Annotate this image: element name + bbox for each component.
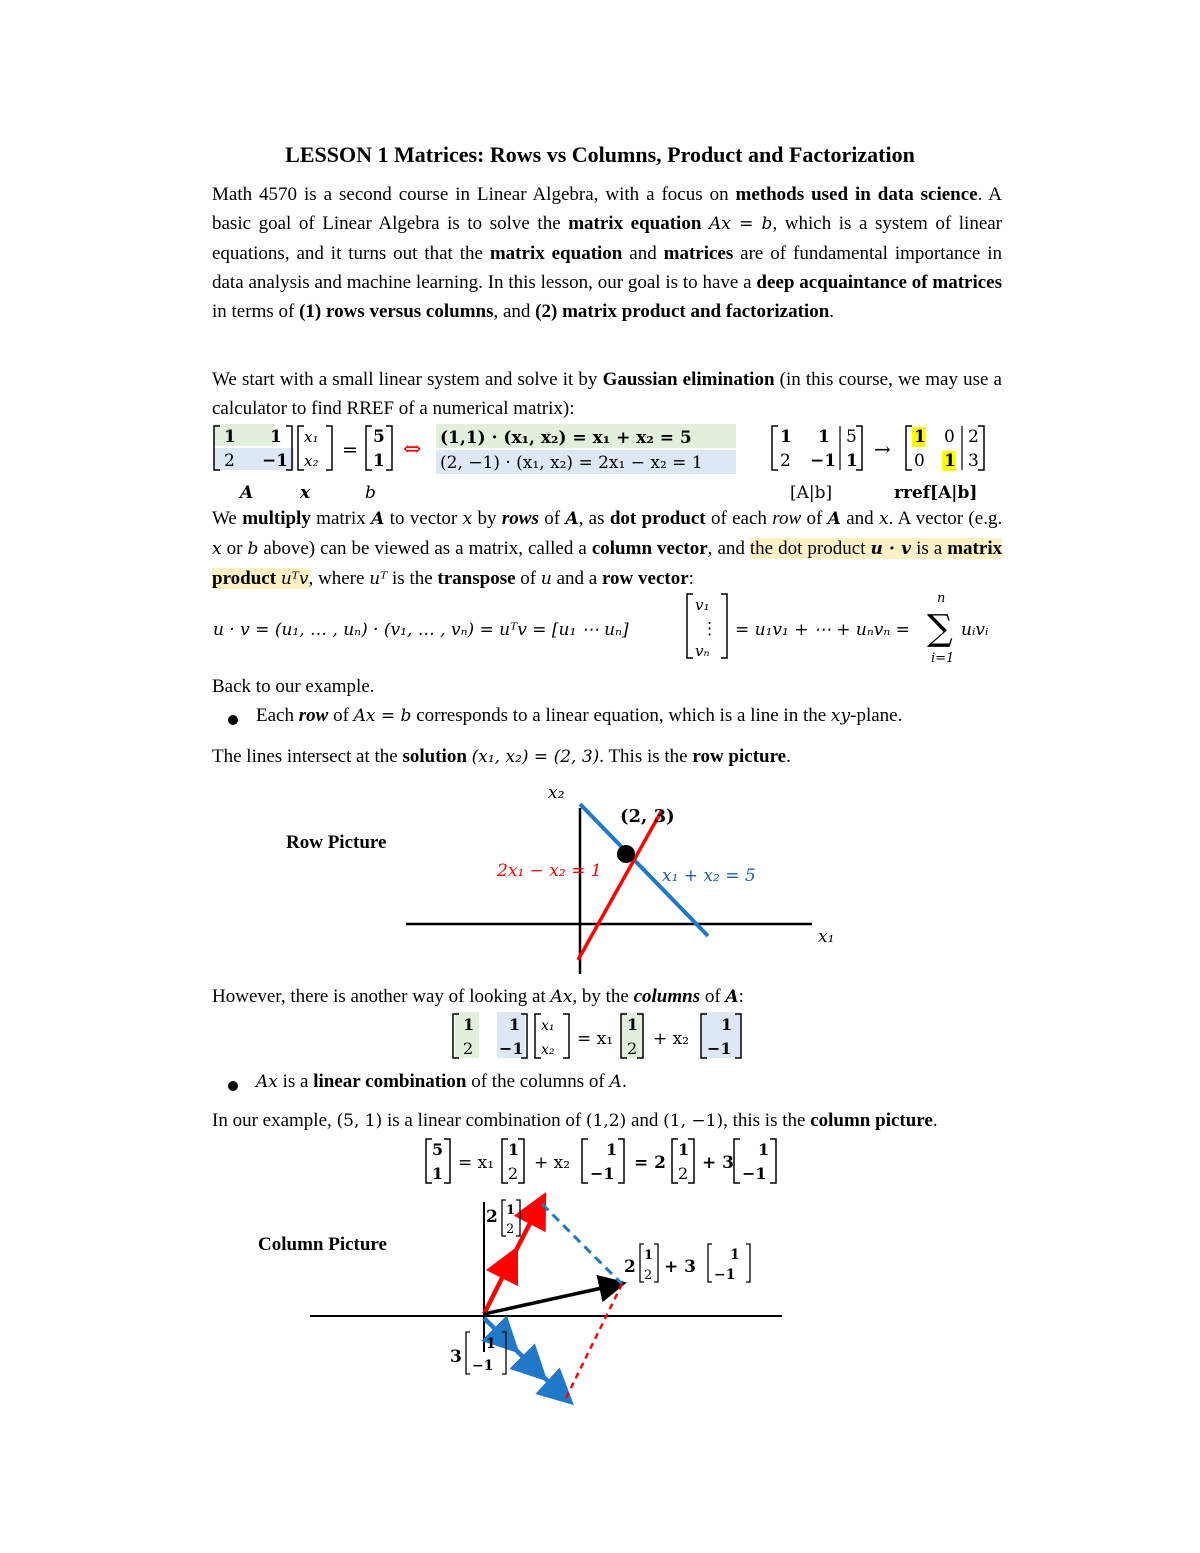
svg-text:2: 2 <box>678 1164 689 1183</box>
svg-text:uᵢvᵢ: uᵢvᵢ <box>961 620 989 640</box>
lesson-title: LESSON 1 Matrices: Rows vs Columns, Product and Factorization <box>285 142 915 167</box>
svg-text:1: 1 <box>818 427 830 447</box>
svg-text:1: 1 <box>506 1203 516 1218</box>
dot-product-paragraph: We multiply matrix A to vector x by rows of A, as dot product of each row of A and x. A vector (e.g. x or b above) can be viewed as a matrix, called a column vector, and the dot product u · v is a matrix product uᵀv, where uᵀ is the transpose of u and a row vector: <box>212 508 1003 589</box>
intersection-point <box>617 845 635 863</box>
svg-text:x₁: x₁ <box>304 428 319 446</box>
bullet-linear-combination: Ax is a linear combination of the columns of A. <box>256 1071 628 1092</box>
svg-text:1: 1 <box>373 451 385 471</box>
svg-text:2: 2 <box>627 1039 638 1058</box>
svg-text:1: 1 <box>627 1015 639 1034</box>
svg-text:1: 1 <box>508 1140 520 1159</box>
svg-text:+ 3: + 3 <box>664 1257 696 1277</box>
svg-text:x₂: x₂ <box>541 1042 555 1058</box>
bullet-dot <box>228 715 238 725</box>
highlighted-dot-product-note: the dot product u · v is a matrix product uᵀv <box>212 538 1003 589</box>
svg-text:+ 3: + 3 <box>702 1153 734 1173</box>
column-combination-equation <box>420 1136 800 1186</box>
svg-text:−1: −1 <box>590 1164 615 1183</box>
svg-text:5: 5 <box>432 1140 444 1159</box>
svg-text:= u₁v₁ + ⋯ + uₙvₙ =: = u₁v₁ + ⋯ + uₙvₙ = <box>735 620 910 640</box>
intro-paragraph: Math 4570 is a second course in Linear Algebra, with a focus on methods used in data science. A basic goal of Linear Algebra is to solve the matrix equation Ax = b, which is a system of linear equations, and it turns out that the matrix equation and matrices are of fundamental importance in data analysis and machine learning. In this lesson, our goal is to have a deep acquaintance of matrices in terms of (1) rows versus columns, and (2) matrix product and factorization. <box>212 184 1003 322</box>
svg-text:2: 2 <box>463 1039 474 1058</box>
svg-text:−1: −1 <box>714 1267 736 1283</box>
svg-text:1: 1 <box>780 427 792 447</box>
svg-text:v₁: v₁ <box>695 596 710 614</box>
svg-text:1: 1 <box>944 451 956 471</box>
svg-text:u · v = (u₁, … , uₙ) · (v₁, …: u · v = (u₁, … , uₙ) · (v₁, … , vₙ) = uᵀv = [u₁ ⋯ uₙ] <box>213 620 629 640</box>
svg-text:1: 1 <box>463 1015 475 1034</box>
red-vector-2 <box>512 1204 540 1258</box>
svg-text:+ x₂: + x₂ <box>653 1029 690 1049</box>
svg-text:b: b <box>365 483 376 503</box>
dashed-blue-edge <box>542 1204 622 1284</box>
svg-text:2: 2 <box>508 1164 519 1183</box>
svg-text:→: → <box>874 437 891 461</box>
svg-text:1: 1 <box>721 1015 733 1034</box>
svg-text:⇔: ⇔ <box>403 437 422 462</box>
svg-text:1: 1 <box>432 1164 444 1183</box>
svg-text:2: 2 <box>780 451 791 471</box>
svg-text:0: 0 <box>944 427 955 447</box>
svg-text:i=1: i=1 <box>931 651 955 666</box>
svg-text:=: = <box>342 439 358 461</box>
svg-text:2: 2 <box>224 451 235 471</box>
dashed-red-edge <box>566 1284 622 1398</box>
svg-text:1: 1 <box>730 1247 740 1263</box>
column-picture-caption: Column Picture <box>258 1234 387 1255</box>
svg-text:[A|b]: [A|b] <box>790 483 833 503</box>
svg-text:1: 1 <box>224 427 236 447</box>
svg-text:= x₁: = x₁ <box>458 1153 495 1173</box>
svg-text:x₁: x₁ <box>541 1018 555 1034</box>
svg-text:2: 2 <box>968 427 979 447</box>
svg-text:1: 1 <box>846 451 858 471</box>
svg-text:0: 0 <box>914 451 925 471</box>
back-to-example: Back to our example. <box>212 676 375 697</box>
svg-text:5: 5 <box>846 427 857 447</box>
blue-vector-3 <box>538 1372 564 1396</box>
x1-axis-label: x₁ <box>818 927 835 947</box>
svg-text:−1: −1 <box>707 1039 732 1058</box>
row-picture-intro: The lines intersect at the solution (x₁, x₂) = (2, 3). This is the row picture. <box>212 746 791 767</box>
svg-text:1: 1 <box>509 1015 521 1034</box>
svg-text:x₂: x₂ <box>304 452 319 470</box>
svg-text:1: 1 <box>758 1140 770 1159</box>
x2-axis-label: x₂ <box>548 783 565 803</box>
row-equation-2: (2, −1) · (x₁, x₂) = 2x₁ − x₂ = 1 <box>440 453 703 473</box>
svg-text:2: 2 <box>644 1268 653 1283</box>
bullet-dot-2 <box>228 1081 238 1091</box>
svg-text:5: 5 <box>373 427 385 447</box>
red-equation-label: 2x₁ − x₂ = 1 <box>497 861 602 881</box>
svg-text:1: 1 <box>270 427 282 447</box>
svg-text:−1: −1 <box>472 1358 494 1374</box>
svg-text:−1: −1 <box>262 451 289 471</box>
blue-equation-label: x₁ + x₂ = 5 <box>662 866 756 886</box>
svg-text:3: 3 <box>450 1347 462 1367</box>
row-picture-diagram <box>400 778 850 978</box>
svg-text:1: 1 <box>644 1248 654 1263</box>
bullet-row-equation: Each row of Ax = b corresponds to a linear equation, which is a line in the xy-plane. <box>256 705 903 726</box>
row-equation-1: (1,1) · (x₁, x₂) = x₁ + x₂ = 5 <box>440 428 692 448</box>
dot-product-formula <box>205 588 1035 668</box>
red-line <box>578 810 662 960</box>
svg-text:x: x <box>300 483 311 503</box>
gauss-paragraph: We start with a small linear system and solve it by Gaussian elimination (in this course, we may use a calculator to find RREF of a numerical matrix): <box>212 369 1002 419</box>
svg-text:= x₁: = x₁ <box>577 1029 614 1049</box>
svg-text:rref[A|b]: rref[A|b] <box>894 483 978 503</box>
svg-text:∑: ∑ <box>927 608 953 649</box>
linear-system-equations <box>200 418 1020 503</box>
svg-text:vₙ: vₙ <box>695 642 710 660</box>
svg-text:3: 3 <box>968 451 979 471</box>
columns-intro: However, there is another way of looking at Ax, by the columns of A: <box>212 986 744 1007</box>
svg-text:1: 1 <box>486 1336 496 1352</box>
svg-text:2: 2 <box>486 1207 498 1227</box>
column-picture-intro: In our example, (5, 1) is a linear combination of (1,2) and (1, −1), this is the column picture. <box>212 1110 938 1131</box>
point-label: (2, 3) <box>620 806 675 827</box>
svg-text:−1: −1 <box>499 1039 524 1058</box>
resultant-vector <box>484 1284 620 1314</box>
svg-text:A: A <box>240 483 254 503</box>
svg-text:2: 2 <box>624 1257 636 1277</box>
svg-text:1: 1 <box>606 1140 618 1159</box>
svg-text:+ x₂: + x₂ <box>534 1153 571 1173</box>
column-picture-diagram <box>300 1192 800 1422</box>
svg-text:⋮: ⋮ <box>701 619 718 639</box>
svg-text:1: 1 <box>914 427 926 447</box>
svg-text:−1: −1 <box>810 451 837 471</box>
row-picture-caption: Row Picture <box>286 832 387 853</box>
svg-text:1: 1 <box>678 1140 690 1159</box>
svg-text:−1: −1 <box>742 1164 767 1183</box>
blue-vector-2 <box>510 1344 538 1372</box>
svg-text:2: 2 <box>506 1222 515 1237</box>
svg-text:n: n <box>937 591 946 606</box>
red-vector-1 <box>484 1258 512 1314</box>
svg-text:= 2: = 2 <box>634 1153 666 1173</box>
column-equation <box>445 1010 765 1062</box>
